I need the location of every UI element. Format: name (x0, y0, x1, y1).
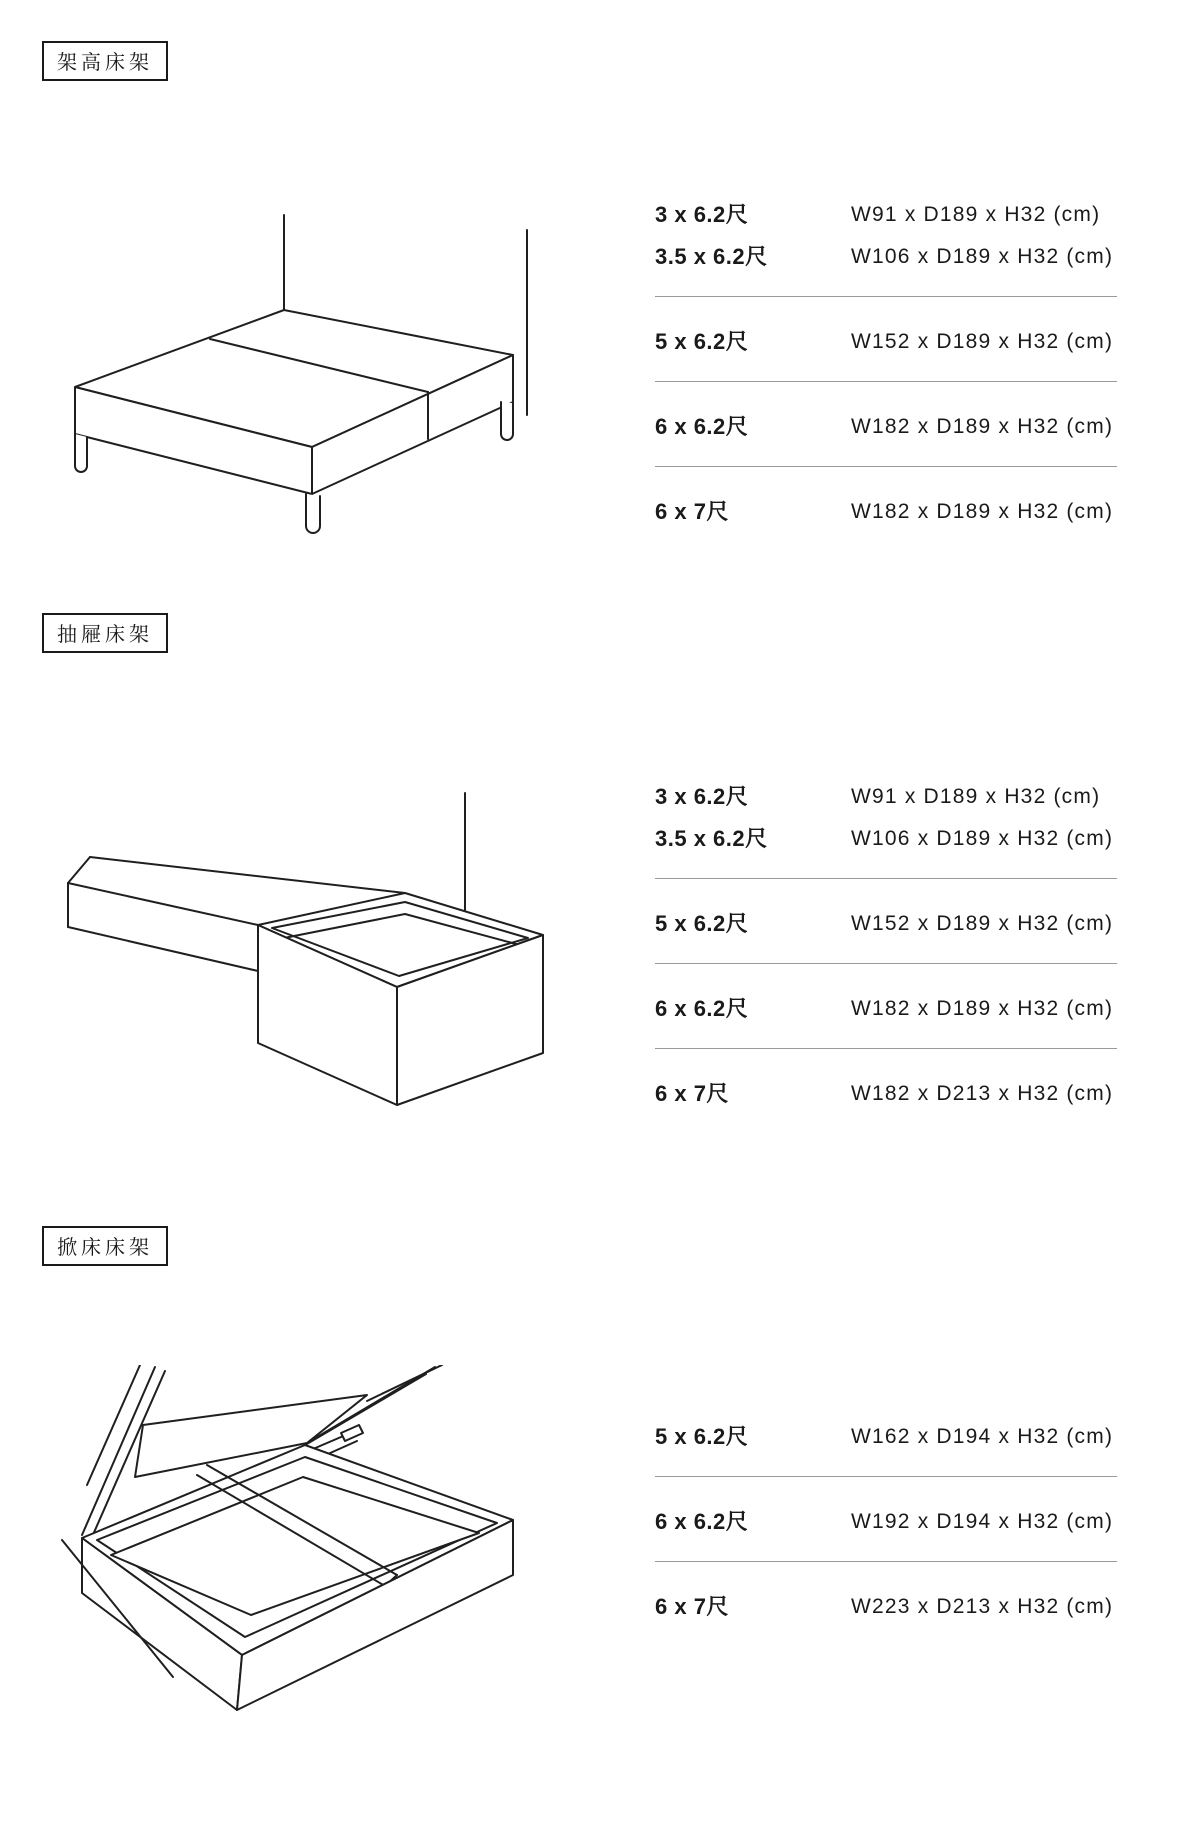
spec-size-label: 6 x 7尺 (655, 1594, 729, 1619)
spec-size-label: 5 x 6.2尺 (655, 1424, 749, 1449)
spec-dimensions: W182 x D213 x H32 (cm) (851, 1082, 1114, 1105)
bed-leg-right (501, 402, 513, 440)
spec-size-label: 6 x 7尺 (655, 499, 729, 524)
spec-dimensions: W223 x D213 x H32 (cm) (851, 1595, 1114, 1618)
spec-size-label: 3.5 x 6.2尺 (655, 244, 768, 269)
spec-row (655, 782, 1117, 812)
drawer-bed-drawing (60, 775, 565, 1120)
bed-base-front-rim (68, 883, 258, 925)
spec-dimensions: W152 x D189 x H32 (cm) (851, 330, 1114, 353)
spec-row (655, 1422, 1117, 1452)
spec-dimensions: W152 x D189 x H32 (cm) (851, 912, 1114, 935)
spec-group-divider (655, 381, 1117, 382)
bed-leg-front (306, 494, 320, 533)
bed-leg-left (75, 434, 87, 472)
spec-dimensions: W162 x D194 x H32 (cm) (851, 1425, 1114, 1448)
spec-size-label: 6 x 6.2尺 (655, 1509, 749, 1534)
spec-row (655, 994, 1117, 1024)
spec-dimensions: W91 x D189 x H32 (cm) (851, 785, 1101, 808)
spec-row (655, 327, 1117, 357)
lid-far-left-edge (87, 1365, 140, 1485)
bed-base-left-cap (68, 857, 90, 883)
spec-dimensions: W182 x D189 x H32 (cm) (851, 415, 1114, 438)
spec-size-label: 5 x 6.2尺 (655, 329, 749, 354)
spec-row (655, 824, 1117, 854)
spec-dimensions: W182 x D189 x H32 (cm) (851, 500, 1114, 523)
section-label-lift-bed: 掀床床架 (42, 1226, 168, 1266)
spec-size-label: 6 x 6.2尺 (655, 414, 749, 439)
spec-size-label: 6 x 7尺 (655, 1081, 729, 1106)
spec-size-label: 5 x 6.2尺 (655, 911, 749, 936)
raised-bed-illustration (60, 175, 550, 555)
spec-group-divider (655, 1048, 1117, 1049)
spec-row (655, 497, 1117, 527)
spec-row (655, 200, 1117, 230)
section-label-raised-bed: 架高床架 (42, 41, 168, 81)
spec-row (655, 1592, 1117, 1622)
spec-group-divider (655, 963, 1117, 964)
spec-dimensions: W106 x D189 x H32 (cm) (851, 827, 1114, 850)
lift-bed-drawing (55, 1365, 545, 1805)
spec-row (655, 412, 1117, 442)
spec-size-label: 3.5 x 6.2尺 (655, 826, 768, 851)
spec-dimensions: W192 x D194 x H32 (cm) (851, 1510, 1114, 1533)
spec-size-label: 3 x 6.2尺 (655, 784, 749, 809)
spec-group-divider (655, 466, 1117, 467)
drawer-bed-illustration (60, 775, 565, 1120)
spec-group-divider (655, 878, 1117, 879)
spec-group-divider (655, 1561, 1117, 1562)
spec-size-label: 3 x 6.2尺 (655, 202, 749, 227)
gas-strut-cylinder (341, 1425, 363, 1441)
spec-row (655, 242, 1117, 272)
bed-base-bottom-edge (68, 927, 258, 971)
spec-row (655, 1079, 1117, 1109)
spec-group-divider (655, 1476, 1117, 1477)
spec-row (655, 1507, 1117, 1537)
spec-table-lift-bed (655, 1422, 1117, 1622)
spec-row (655, 909, 1117, 939)
raised-bed-drawing (60, 175, 550, 555)
lift-bed-illustration (55, 1365, 545, 1805)
spec-dimensions: W182 x D189 x H32 (cm) (851, 997, 1114, 1020)
spec-table-raised-bed (655, 200, 1117, 527)
bed-base-back-rim (90, 857, 405, 893)
spec-group-divider (655, 296, 1117, 297)
spec-table-drawer-bed (655, 782, 1117, 1109)
spec-size-label: 6 x 6.2尺 (655, 996, 749, 1021)
spec-dimensions: W106 x D189 x H32 (cm) (851, 245, 1114, 268)
spec-dimensions: W91 x D189 x H32 (cm) (851, 203, 1101, 226)
section-label-drawer-bed: 抽屜床架 (42, 613, 168, 653)
